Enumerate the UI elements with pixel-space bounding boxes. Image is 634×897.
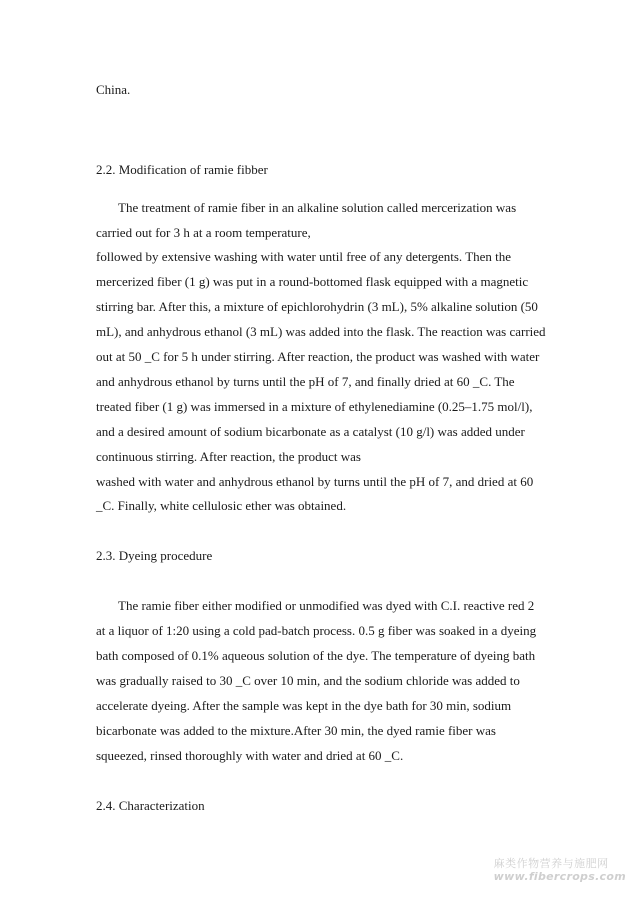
text-line-country: China. <box>96 82 131 97</box>
site-watermark <box>494 857 626 883</box>
paragraph-line: stirring bar. After this, a mixture of epichlorohydrin (3 mL), 5% alkaline solution (50 <box>96 299 538 314</box>
paragraph-line: bicarbonate was added to the mixture.After 30 min, the dyed ramie fiber was <box>96 723 496 738</box>
paragraph-line: was gradually raised to 30 _C over 10 min, and the sodium chloride was added to <box>96 673 520 688</box>
paragraph-line: continuous stirring. After reaction, the product was <box>96 449 361 464</box>
paragraph-line: _C. Finally, white cellulosic ether was obtained. <box>96 498 347 513</box>
paragraph-line: and a desired amount of sodium bicarbonate as a catalyst (10 g/l) was added under <box>96 424 525 439</box>
paragraph-line: mercerized fiber (1 g) was put in a round-bottomed flask equipped with a magnetic <box>96 274 529 289</box>
section-heading-dyeing: 2.3. Dyeing procedure <box>96 548 213 563</box>
paragraph-line: treated fiber (1 g) was immersed in a mixture of ethylenediamine (0.25–1.75 mol/l), <box>96 399 533 414</box>
watermark-chinese-text: 麻类作物营养与施肥网 <box>493 857 609 870</box>
paragraph-line: mL), and anhydrous ethanol (3 mL) was added into the flask. The reaction was carried <box>96 324 546 339</box>
paragraph-line: followed by extensive washing with water until free of any detergents. Then the <box>96 249 512 264</box>
paragraph-line: bath composed of 0.1% aqueous solution of the dye. The temperature of dyeing bath <box>96 648 536 663</box>
paragraph-line: carried out for 3 h at a room temperature, <box>96 225 311 240</box>
paragraph-line: and anhydrous ethanol by turns until the pH of 7, and finally dried at 60 _C. The <box>96 374 515 389</box>
section-heading-modification: 2.2. Modification of ramie fibber <box>96 162 268 177</box>
paragraph-line: accelerate dyeing. After the sample was kept in the dye bath for 30 min, sodium <box>96 698 512 713</box>
paragraph-line: squeezed, rinsed thoroughly with water and dried at 60 _C. <box>96 748 404 763</box>
paragraph-line: out at 50 _C for 5 h under stirring. After reaction, the product was washed with water <box>96 349 540 364</box>
section-heading-characterization: 2.4. Characterization <box>96 798 205 813</box>
watermark-url: www.fibercrops.com <box>493 870 626 883</box>
paragraph-line: at a liquor of 1:20 using a cold pad-batch process. 0.5 g fiber was soaked in a dyeing <box>96 623 537 638</box>
paragraph-line: The ramie fiber either modified or unmodified was dyed with C.I. reactive red 2 <box>118 598 535 613</box>
paragraph-line: The treatment of ramie fiber in an alkaline solution called mercerization was <box>118 200 517 215</box>
paragraph-line: washed with water and anhydrous ethanol by turns until the pH of 7, and dried at 60 <box>96 474 534 489</box>
